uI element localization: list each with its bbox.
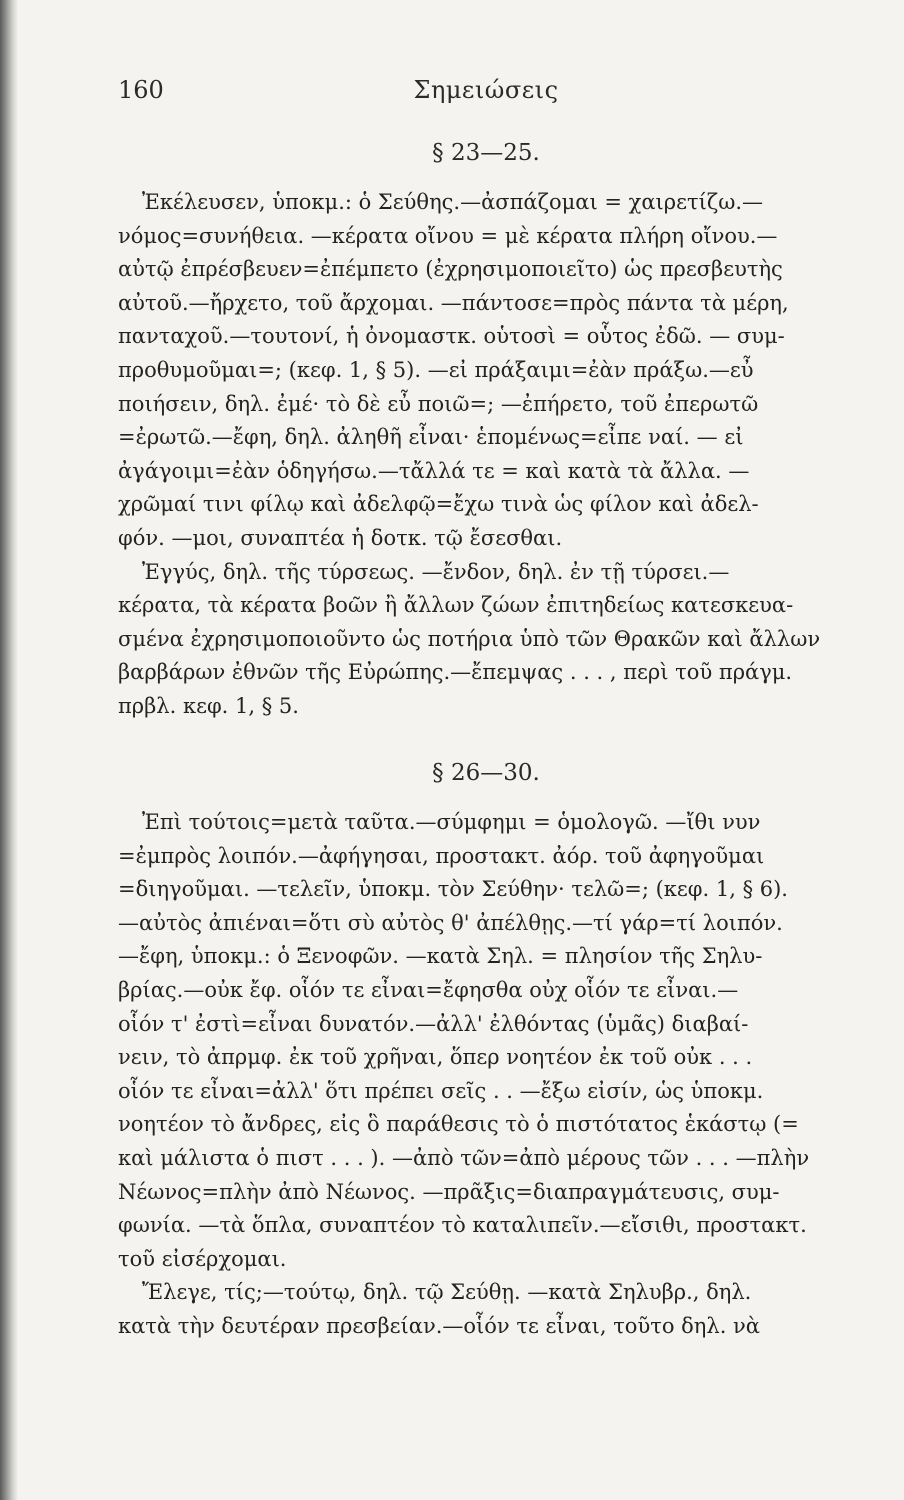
text-line: =ἐμπρὸς λοιπόν.—ἀφήγησαι, προστακτ. ἀόρ. τοῦ ἀφηγοῦμαι bbox=[118, 843, 765, 868]
text-line: πρβλ. κεφ. 1, § 5. bbox=[118, 693, 299, 718]
running-head bbox=[118, 76, 854, 116]
text-line: Ἔλεγε, τίς;—τούτῳ, δηλ. τῷ Σεύθῃ. —κατὰ Σηλυβρ., δηλ. bbox=[142, 1280, 752, 1305]
text-line: νόμος=συνήθεια. —κέρατα οἴνου = μὲ κέρατα πλήρη οἴνου.— bbox=[118, 223, 778, 248]
text-line: φωνία. —τὰ ὅπλα, συναπτέον τὸ καταλιπεῖν.—εἴσιθι, προστακτ. bbox=[118, 1213, 807, 1238]
text-line: οἷόν τ' ἐστὶ=εἶναι δυνατόν.—ἀλλ' ἐλθόντας (ὑμᾶς) διαβαί- bbox=[118, 1011, 749, 1036]
text-line: Ἐκέλευσεν, ὑποκμ.: ὁ Σεύθης.—ἀσπάζομαι = χαιρετίζω.— bbox=[142, 190, 764, 214]
text-line: Νέωνος=πλὴν ἀπὸ Νέωνος. —πρᾶξις=διαπραγμάτευσις, συμ- bbox=[118, 1179, 780, 1204]
text-line: νειν, τὸ ἀπρμφ. ἐκ τοῦ χρῆναι, ὅπερ νοητέον ἐκ τοῦ οὐκ . . . bbox=[118, 1045, 753, 1070]
running-title: Σημειώσεις bbox=[413, 76, 559, 104]
text-line: οἷόν τε εἶναι=ἀλλ' ὅτι πρέπει σεῖς . . —ἔξω εἰσίν, ὡς ὑποκμ. bbox=[118, 1078, 764, 1103]
page-gutter-shadow bbox=[0, 0, 18, 1500]
text-line: κατὰ τὴν δευτέραν πρεσβείαν.—οἷόν τε εἶναι, τοῦτο δηλ. νὰ bbox=[118, 1313, 760, 1338]
page-number: 160 bbox=[118, 76, 164, 104]
text-line: βρίας.—οὐκ ἔφ. οἷόν τε εἶναι=ἔφησθα οὐχ οἷόν τε εἶναι.— bbox=[118, 977, 739, 1002]
text-line: κέρατα, τὰ κέρατα βοῶν ἢ ἄλλων ζώων ἐπιτηδείως κατεσκευα- bbox=[118, 593, 794, 618]
text-line: φόν. —μοι, συναπτέα ἡ δοτκ. τῷ ἔσεσθαι. bbox=[118, 525, 563, 550]
text-line: καὶ μάλιστα ὁ πιστ . . . ). —ἀπὸ τῶν=ἀπὸ μέρους τῶν . . . —πλὴν bbox=[118, 1145, 810, 1170]
text-line: —ἔφη, ὑποκμ.: ὁ Ξενοφῶν. —κατὰ Σηλ. = πλησίον τῆς Σηλυ- bbox=[118, 944, 763, 969]
text-line: =διηγοῦμαι. —τελεῖν, ὑποκμ. τὸν Σεύθην· τελῶ=; (κεφ. 1, § 6). bbox=[118, 877, 788, 902]
text-line: αὐτοῦ.—ἤρχετο, τοῦ ἄρχομαι. —πάντοσε=πρὸς πάντα τὰ μέρη, bbox=[118, 290, 789, 315]
text-line: =ἐρωτῶ.—ἔφη, δηλ. ἀληθῆ εἶναι· ἑπομένως=εἶπε ναί. — εἰ bbox=[118, 425, 744, 450]
text-line: ποιήσειν, δηλ. ἐμέ· τὸ δὲ εὖ ποιῶ=; —ἐπήρετο, τοῦ ἐπερωτῶ bbox=[118, 391, 759, 416]
text-line: ἀγάγοιμι=ἐὰν ὁδηγήσω.—τἄλλά τε = καὶ κατὰ τὰ ἄλλα. — bbox=[118, 458, 750, 483]
section-heading-1: § 23—25. bbox=[432, 140, 540, 166]
text-line: σμένα ἐχρησιμοποιοῦντο ὡς ποτήρια ὑπὸ τῶν Θρακῶν καὶ ἄλλων bbox=[118, 626, 821, 651]
text-line: βαρβάρων ἐθνῶν τῆς Εὐρώπης.—ἔπεμψας . . . , περὶ τοῦ πράγμ. bbox=[118, 660, 793, 685]
text-line: χρῶμαί τινι φίλῳ καὶ ἀδελφῷ=ἔχω τινὰ ὡς φίλον καὶ ἀδελ- bbox=[118, 492, 759, 517]
text-line: Ἐπὶ τούτοις=μετὰ ταῦτα.—σύμφημι = ὁμολογῶ. —ἴθι νυν bbox=[142, 810, 761, 834]
notes-section-2 bbox=[118, 806, 858, 1344]
section-heading-2: § 26—30. bbox=[432, 760, 540, 786]
text-line: αὐτῷ ἐπρέσβευεν=ἐπέμπετο (ἐχρησιμοποιεῖτο) ὡς πρεσβευτὴς bbox=[118, 257, 783, 282]
text-line: τοῦ εἰσέρχομαι. bbox=[118, 1246, 287, 1271]
text-line: Ἐγγύς, δηλ. τῆς τύρσεως. —ἔνδον, δηλ. ἐν τῇ τύρσει.— bbox=[142, 559, 730, 584]
text-line: νοητέον τὸ ἄνδρες, εἰς ὃ παράθεσις τὸ ὁ πιστότατος ἑκάστῳ (= bbox=[118, 1112, 799, 1137]
text-line: —αὐτὸς ἀπιέναι=ὅτι σὺ αὐτὸς θ' ἀπέλθῃς.—τί γάρ=τί λοιπόν. bbox=[118, 910, 783, 935]
text-line: πανταχοῦ.—τουτονί, ἡ ὀνομαστκ. οὑτοσὶ = οὗτος ἐδῶ. — συμ- bbox=[118, 324, 785, 349]
text-line: προθυμοῦμαι=; (κεφ. 1, § 5). —εἰ πράξαιμι=ἐὰν πράξω.—εὖ bbox=[118, 357, 754, 382]
notes-section-1 bbox=[118, 186, 858, 724]
